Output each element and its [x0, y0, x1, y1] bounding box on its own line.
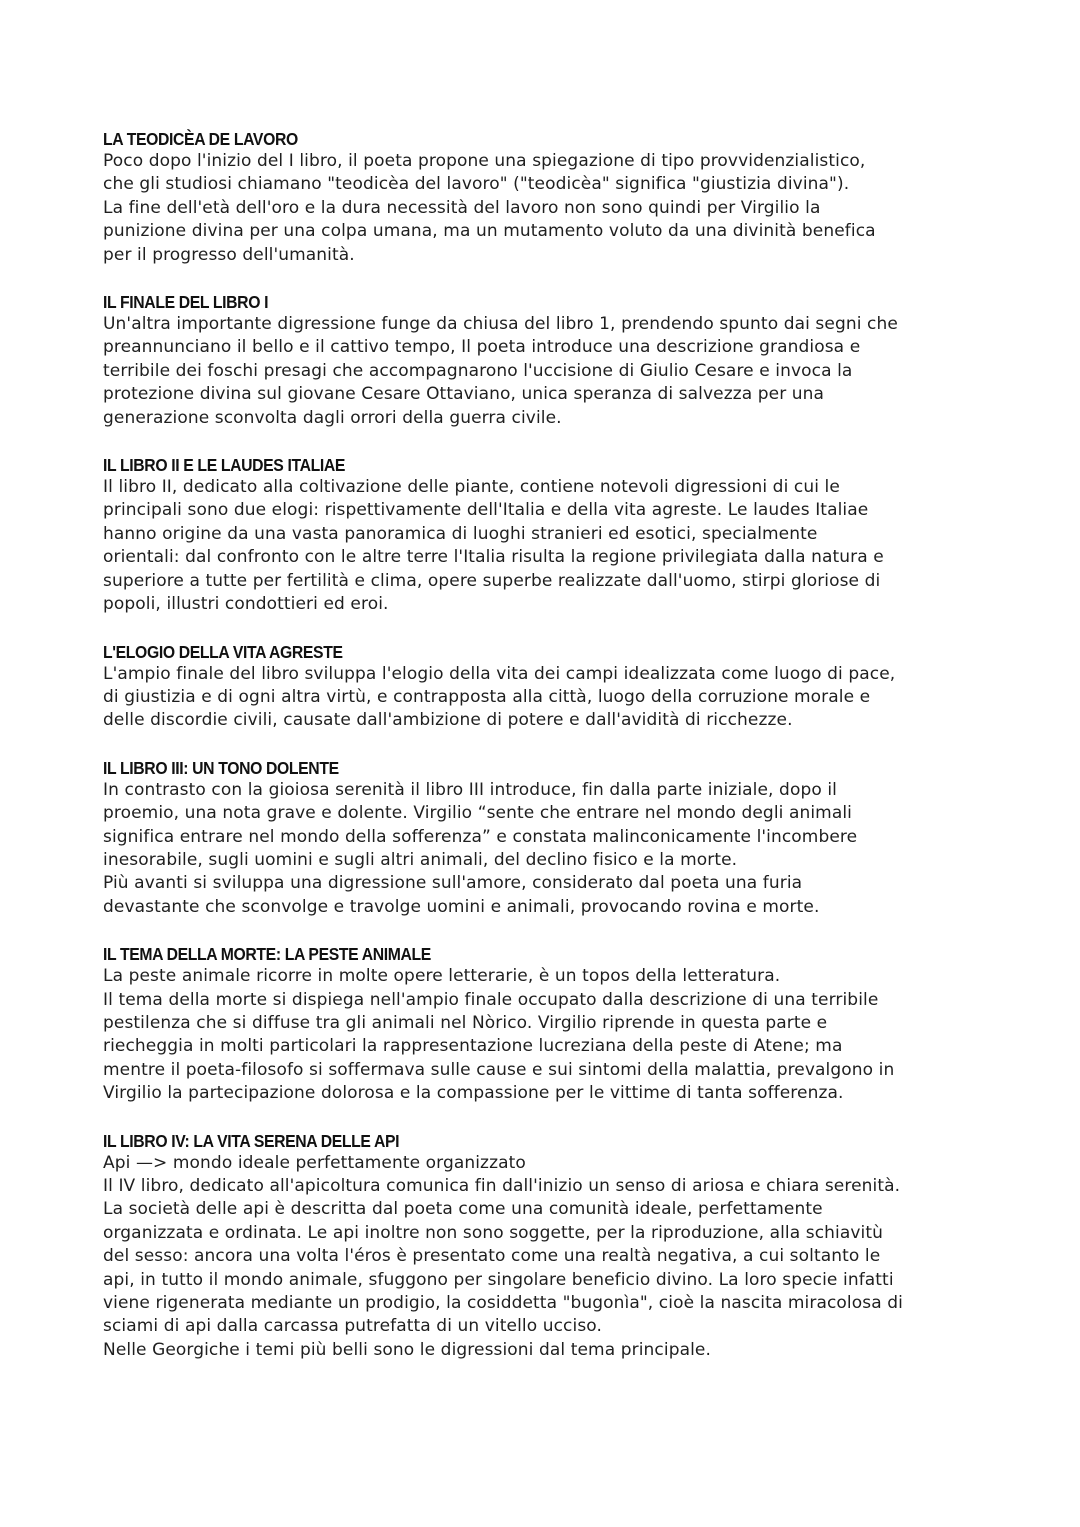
document-page [103, 128, 1003, 1362]
paragraph-line: orientali: dal confronto con le altre terre l'Italia risulta la regione privilegiata dalla natura e [103, 547, 884, 568]
paragraph-line: Api —> mondo ideale perfettamente organizzato [103, 1152, 526, 1173]
paragraph-line: viene rigenerata mediante un prodigio, la cosiddetta "bugonìa", cioè la nascita miracolosa di [103, 1293, 903, 1314]
paragraph-line: pestilenza che si diffuse tra gli animali nel Nòrico. Virgilio riprende in questa parte e [103, 1012, 828, 1033]
paragraph-line: Il IV libro, dedicato all'apicoltura comunica fin dall'inizio un senso di ariosa e chiara serenità. [103, 1176, 901, 1196]
section-teodicea [103, 128, 1003, 267]
section-heading: L'ELOGIO DELLA VITA AGRESTE [103, 641, 343, 662]
paragraph-line: di giustizia e di ogni altra virtù, e contrapposta alla città, luogo della corruzione morale e [103, 686, 871, 707]
section-heading: IL FINALE DEL LIBRO I [103, 292, 269, 313]
section-heading: IL LIBRO II E LE LAUDES ITALIAE [103, 455, 346, 476]
paragraph-line: api, in tutto il mondo animale, sfuggono per singolare beneficio divino. La loro specie infatti [103, 1269, 894, 1290]
section-libro-4-api [103, 1130, 1003, 1363]
section-heading: IL LIBRO III: UN TONO DOLENTE [103, 757, 339, 778]
paragraph-line: inesorabile, sugli uomini e sugli altri animali, del declino fisico e la morte. [103, 849, 738, 870]
paragraph-line: sciami di api dalla carcassa putrefatta di un vitello ucciso. [103, 1316, 602, 1337]
paragraph-line: Un'altra importante digressione funge da chiusa del libro 1, prendendo spunto dai segni che [103, 314, 898, 335]
paragraph-line: delle discordie civili, causate dall'ambizione di potere e dall'avidità di ricchezze. [103, 710, 793, 731]
paragraph-line: Nelle Georgiche i temi più belli sono le digressioni dal tema principale. [103, 1339, 711, 1360]
paragraph-line: La fine dell'età dell'oro e la dura necessità del lavoro non sono quindi per Virgilio la [103, 197, 821, 218]
section-elogio-vita-agreste [103, 641, 1003, 733]
paragraph-line: La società delle api è descritta dal poeta come una comunità ideale, perfettamente [103, 1199, 823, 1220]
paragraph-line: Il libro II, dedicato alla coltivazione delle piante, contiene notevoli digressioni di cui le [103, 477, 840, 498]
paragraph-line: superiore a tutte per fertilità e clima, opere superbe realizzate dall'uomo, stirpi gloriose di [103, 570, 881, 591]
paragraph-line: Più avanti si sviluppa una digressione sull'amore, considerato dal poeta una furia [103, 873, 803, 894]
paragraph-line: protezione divina sul giovane Cesare Ottaviano, unica speranza di salvezza per una [103, 384, 825, 405]
paragraph-line: hanno origine da una vasta panoramica di luoghi stranieri ed esotici, specialmente [103, 523, 818, 544]
paragraph-line: riecheggia in molti particolari la rappresentazione lucreziana della peste di Atene; ma [103, 1036, 843, 1057]
paragraph-line: Poco dopo l'inizio del I libro, il poeta propone una spiegazione di tipo provvidenzialistico, [103, 151, 866, 171]
paragraph-line: significa entrare nel mondo della sofferenza” e constata malinconicamente l'incombere [103, 826, 858, 847]
paragraph-line: che gli studiosi chiamano "teodicèa del lavoro" ("teodicèa" significa "giustizia divina"). [103, 174, 850, 195]
section-libro-3 [103, 757, 1003, 919]
paragraph-line: punizione divina per una colpa umana, ma un mutamento voluto da una divinità benefica [103, 221, 876, 242]
paragraph-line: terribile dei foschi presagi che accompagnarono l'uccisione di Giulio Cesare e invoca la [103, 360, 853, 381]
paragraph-line: del sesso: ancora una volta l'éros è presentato come una realtà negativa, a cui soltanto le [103, 1246, 881, 1267]
paragraph-line: principali sono due elogi: rispettivamente dell'Italia e della vita agreste. Le laudes Italiae [103, 500, 869, 521]
paragraph-line: preannunciano il bello e il cattivo tempo, Il poeta introduce una descrizione grandiosa e [103, 337, 861, 358]
paragraph-line: generazione sconvolta dagli orrori della guerra civile. [103, 407, 562, 428]
paragraph-line: L'ampio finale del libro sviluppa l'elogio della vita dei campi idealizzata come luogo di pace, [103, 663, 896, 684]
paragraph-line: per il progresso dell'umanità. [103, 244, 355, 265]
paragraph-line: Il tema della morte si dispiega nell'ampio finale occupato dalla descrizione di una terribile [103, 989, 879, 1010]
paragraph-line: popoli, illustri condottieri ed eroi. [103, 594, 389, 615]
paragraph-line: In contrasto con la gioiosa serenità il libro III introduce, fin dalla parte iniziale, dopo il [103, 779, 837, 800]
paragraph-line: organizzata e ordinata. Le api inoltre non sono soggette, per la riproduzione, alla schiavitù [103, 1222, 884, 1243]
paragraph-line: La peste animale ricorre in molte opere letterarie, è un topos della letteratura. [103, 966, 781, 987]
section-heading: LA TEODICÈA DE LAVORO [103, 129, 298, 149]
paragraph-line: mentre il poeta-filosofo si soffermava sulle cause e sui sintomi della malattia, prevalgono in [103, 1059, 895, 1080]
paragraph-line: proemio, una nota grave e dolente. Virgilio “sente che entrare nel mondo degli animali [103, 803, 853, 824]
section-libro-2-laudes [103, 454, 1003, 616]
paragraph-line: devastante che sconvolge e travolge uomini e animali, provocando rovina e morte. [103, 896, 820, 917]
section-heading: IL TEMA DELLA MORTE: LA PESTE ANIMALE [103, 944, 431, 965]
paragraph-line: Virgilio la partecipazione dolorosa e la compassione per le vittime di tanta sofferenza. [103, 1083, 844, 1104]
section-finale-libro-1 [103, 291, 1003, 430]
section-heading: IL LIBRO IV: LA VITA SERENA DELLE API [103, 1130, 400, 1151]
section-peste-animale [103, 943, 1003, 1105]
